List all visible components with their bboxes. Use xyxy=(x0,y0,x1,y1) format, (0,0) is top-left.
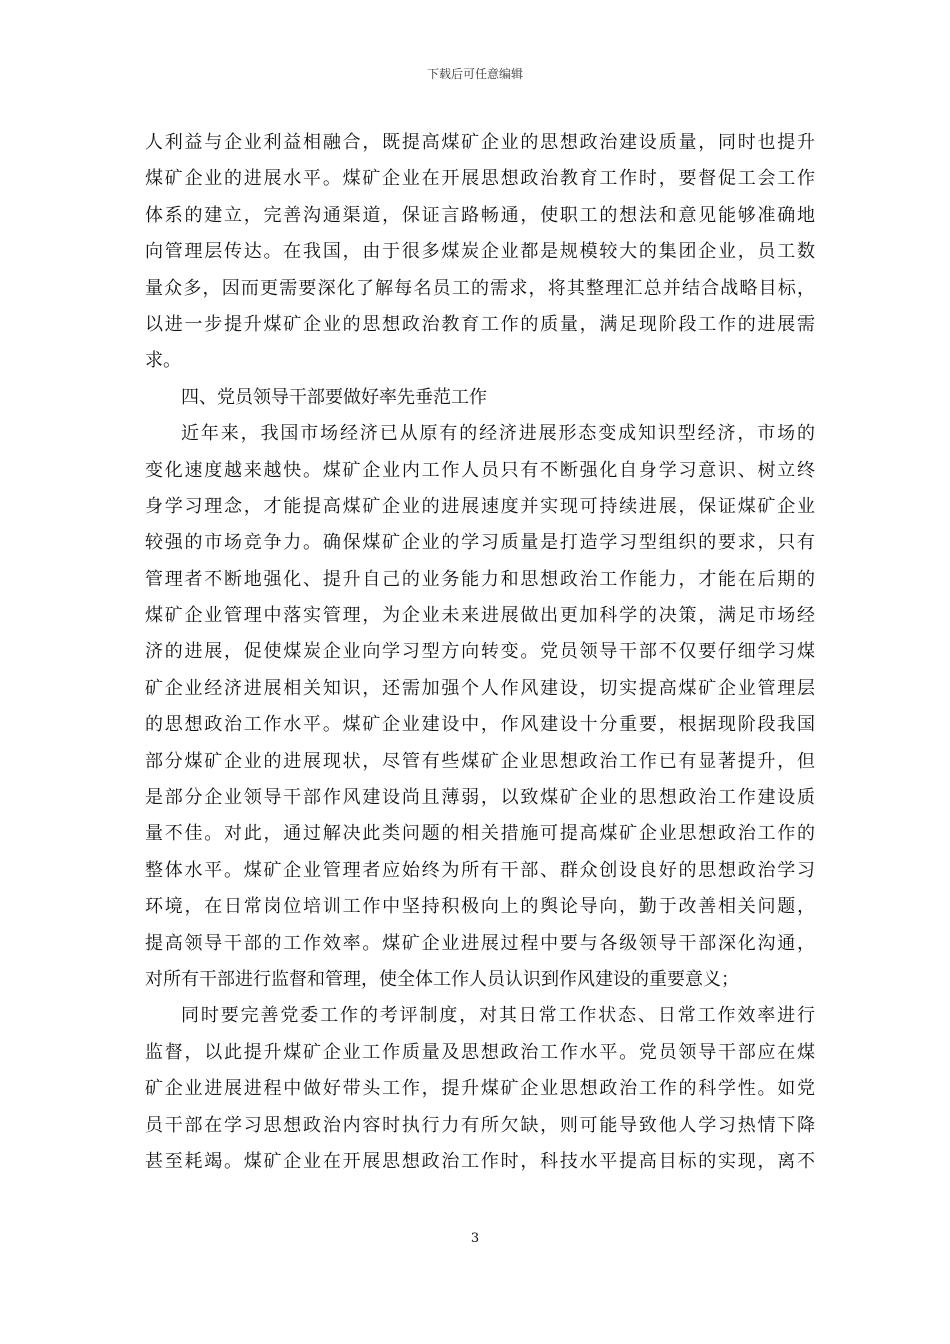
body-line: 员干部在学习思想政治内容时执行力有所欠缺，则可能导致他人学习热情下降 xyxy=(145,1114,815,1136)
body-line: 以进一步提升煤矿企业的思想政治教育工作的质量，满足现阶段工作的进展需 xyxy=(145,313,815,335)
body-line: 管理者不断地强化、提升自己的业务能力和思想政治工作能力，才能在后期的 xyxy=(145,568,815,590)
body-line: 提高领导干部的工作效率。煤矿企业进展过程中要与各级领导干部深化沟通， xyxy=(145,932,815,954)
body-line: 求。 xyxy=(145,350,181,372)
body-line: 对所有干部进行监督和管理，使全体工作人员认识到作风建设的重要意义； xyxy=(145,968,739,990)
body-line: 整体水平。煤矿企业管理者应始终为所有干部、群众创设良好的思想政治学习 xyxy=(145,859,815,881)
body-line: 较强的市场竞争力。确保煤矿企业的学习质量是打造学习型组织的要求，只有 xyxy=(145,532,815,554)
body-line: 近年来，我国市场经济已从原有的经济进展形态变成知识型经济，市场的 xyxy=(181,423,815,445)
page-header: 下载后可任意编辑 xyxy=(426,67,523,81)
body-line: 身学习理念，才能提高煤矿企业的进展速度并实现可持续进展，保证煤矿企业 xyxy=(145,495,815,517)
body-line: 是部分企业领导干部作风建设尚且薄弱，以致煤矿企业的思想政治工作建设质 xyxy=(145,787,815,809)
section-heading: 四、党员领导干部要做好率先垂范工作 xyxy=(181,386,487,408)
body-line: 煤矿企业的进展水平。煤矿企业在开展思想政治教育工作时，要督促工会工作 xyxy=(145,168,815,190)
page-number: 3 xyxy=(470,1231,480,1246)
body-line: 体系的建立，完善沟通渠道，保证言路畅通，使职工的想法和意见能够准确地 xyxy=(145,204,815,226)
body-line: 煤矿企业管理中落实管理，为企业未来进展做出更加科学的决策，满足市场经 xyxy=(145,605,815,627)
body-line: 人利益与企业利益相融合，既提高煤矿企业的思想政治建设质量，同时也提升 xyxy=(145,132,815,153)
body-line: 矿企业经济进展相关知识，还需加强个人作风建设，切实提高煤矿企业管理层 xyxy=(145,677,815,699)
body-line: 监督，以此提升煤矿企业工作质量及思想政治工作水平。党员领导干部应在煤 xyxy=(145,1041,815,1063)
body-line: 向管理层传达。在我国，由于很多煤炭企业都是规模较大的集团企业，员工数 xyxy=(145,241,815,263)
body-line: 环境，在日常岗位培训工作中坚持积极向上的舆论导向，勤于改善相关问题， xyxy=(145,896,815,918)
body-line: 甚至耗竭。煤矿企业在开展思想政治工作时，科技水平提高目标的实现，离不 xyxy=(145,1150,815,1172)
body-line: 同时要完善党委工作的考评制度，对其日常工作状态、日常工作效率进行 xyxy=(181,1005,815,1027)
body-line: 部分煤矿企业的进展现状，尽管有些煤矿企业思想政治工作已有显著提升，但 xyxy=(145,750,815,772)
body-line: 变化速度越来越快。煤矿企业内工作人员只有不断强化自身学习意识、树立终 xyxy=(145,459,815,481)
body-line: 矿企业进展进程中做好带头工作，提升煤矿企业思想政治工作的科学性。如党 xyxy=(145,1078,815,1100)
document-body xyxy=(145,125,815,1180)
body-line: 量不佳。对此，通过解决此类问题的相关措施可提高煤矿企业思想政治工作的 xyxy=(145,823,815,845)
body-line: 量众多，因而更需要深化了解每名员工的需求，将其整理汇总并结合战略目标， xyxy=(145,277,815,299)
body-line: 的思想政治工作水平。煤矿企业建设中，作风建设十分重要，根据现阶段我国 xyxy=(145,714,815,736)
body-line: 济的进展，促使煤炭企业向学习型方向转变。党员领导干部不仅要仔细学习煤 xyxy=(145,641,815,663)
